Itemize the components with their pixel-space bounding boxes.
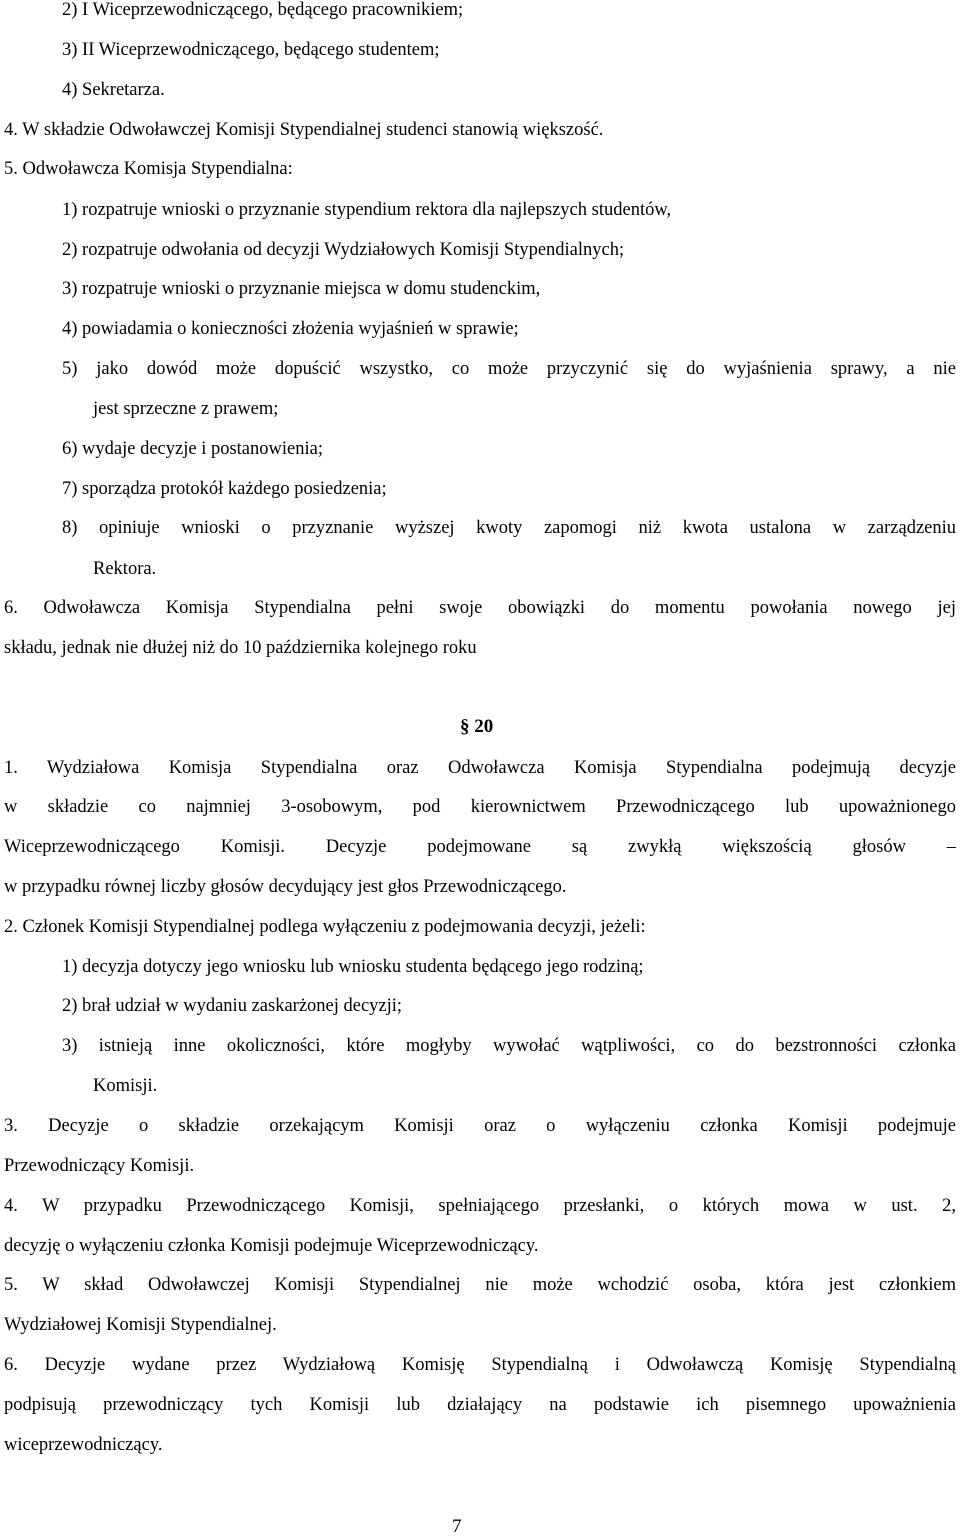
text-line: 4. W przypadku Przewodniczącego Komisji, spełniającego przesłanki, o których mowa w ust. 2,: [4, 1196, 956, 1216]
text-line: 3) istnieją inne okoliczności, które mogłyby wywołać wątpliwości, co do bezstronności członka: [62, 1036, 956, 1056]
text-line: 2. Członek Komisji Stypendialnej podlega wyłączeniu z podejmowania decyzji, jeżeli:: [4, 917, 646, 937]
text-line: Komisji.: [93, 1076, 158, 1096]
text-line: 2) rozpatruje odwołania od decyzji Wydziałowych Komisji Stypendialnych;: [62, 240, 625, 260]
text-line: 8) opiniuje wnioski o przyznanie wyższej kwoty zapomogi niż kwota ustalona w zarządzeniu: [62, 518, 956, 538]
text-line: 5. W skład Odwoławczej Komisji Stypendialnej nie może wchodzić osoba, która jest członkiem: [4, 1275, 956, 1295]
page-number: 7: [452, 1516, 462, 1537]
text-line: 1. Wydziałowa Komisja Stypendialna oraz Odwoławcza Komisja Stypendialna podejmują decyzje: [4, 758, 956, 778]
text-line: 5) jako dowód może dopuścić wszystko, co może przyczynić się do wyjaśnienia sprawy, a nie: [62, 359, 956, 379]
text-line: 3) rozpatruje wnioski o przyznanie miejsca w domu studenckim,: [62, 279, 541, 299]
text-line: podpisują przewodniczący tych Komisji lub działający na podstawie ich pisemnego upoważnienia: [4, 1395, 956, 1415]
text-line: 6. Decyzje wydane przez Wydziałową Komisję Stypendialną i Odwoławczą Komisję Stypendialną: [4, 1355, 956, 1375]
text-line: Rektora.: [93, 559, 157, 579]
text-line: 4) Sekretarza.: [62, 80, 165, 100]
text-line: 3) II Wiceprzewodniczącego, będącego studentem;: [62, 40, 440, 60]
text-line: 7) sporządza protokół każdego posiedzenia;: [62, 479, 387, 499]
text-line: decyzję o wyłączeniu członka Komisji podejmuje Wiceprzewodniczący.: [4, 1236, 539, 1256]
section-heading: § 20: [460, 716, 494, 737]
text-line: 1) decyzja dotyczy jego wniosku lub wniosku studenta będącego jego rodziną;: [62, 957, 644, 977]
text-line: 1) rozpatruje wnioski o przyznanie stypendium rektora dla najlepszych studentów,: [62, 200, 672, 220]
text-line: w składzie co najmniej 3-osobowym, pod kierownictwem Przewodniczącego lub upoważnionego: [4, 797, 956, 817]
text-line: Wiceprzewodniczącego Komisji. Decyzje podejmowane są zwykłą większością głosów –: [4, 837, 956, 857]
text-line: 6. Odwoławcza Komisja Stypendialna pełni swoje obowiązki do momentu powołania nowego jej: [4, 598, 956, 618]
text-line: 2) brał udział w wydaniu zaskarżonej decyzji;: [62, 996, 403, 1016]
text-line: 4. W składzie Odwoławczej Komisji Stypendialnej studenci stanowią większość.: [4, 120, 604, 140]
text-line: 2) I Wiceprzewodniczącego, będącego pracownikiem;: [62, 0, 464, 20]
text-line: Wydziałowej Komisji Stypendialnej.: [4, 1315, 277, 1335]
text-line: 5. Odwoławcza Komisja Stypendialna:: [4, 159, 293, 179]
text-line: jest sprzeczne z prawem;: [93, 399, 279, 419]
text-line: w przypadku równej liczby głosów decydujący jest głos Przewodniczącego.: [4, 877, 567, 897]
text-line: wiceprzewodniczący.: [4, 1435, 163, 1455]
text-line: 3. Decyzje o składzie orzekającym Komisji oraz o wyłączeniu członka Komisji podejmuje: [4, 1116, 956, 1136]
text-line: 4) powiadamia o konieczności złożenia wyjaśnień w sprawie;: [62, 319, 519, 339]
text-line: składu, jednak nie dłużej niż do 10 października kolejnego roku: [4, 638, 477, 658]
text-line: Przewodniczący Komisji.: [4, 1156, 195, 1176]
text-line: 6) wydaje decyzje i postanowienia;: [62, 439, 323, 459]
